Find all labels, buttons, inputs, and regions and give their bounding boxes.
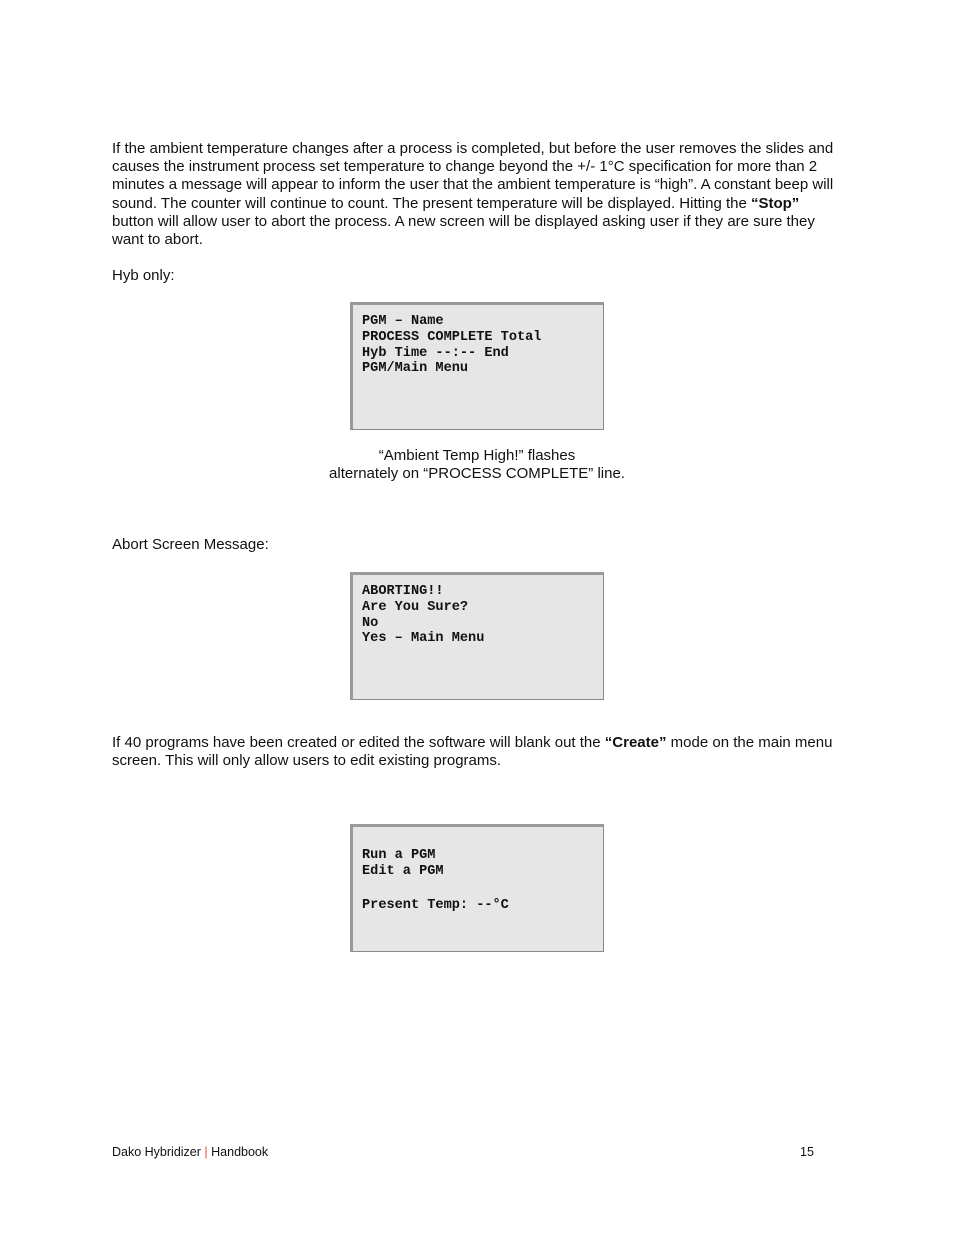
- footer-brand: Dako Hybridizer: [112, 1145, 201, 1159]
- screen-line: Run a PGM: [362, 848, 436, 863]
- footer-separator: |: [204, 1145, 208, 1159]
- screen-line: Edit a PGM: [362, 863, 444, 879]
- create-paragraph: [112, 734, 842, 770]
- abort-screen-label: Abort Screen Message:: [112, 536, 269, 553]
- screen-line: Yes – Main Menu: [362, 631, 485, 647]
- intro-text-1: If the ambient temperature changes after a process is completed, but before the user removes the slides and causes the instrument process set temperature to change beyond the +/- 1°C specification for more than 2 minutes a message will appear to inform the user that the ambient temperature is “high”. A constant beep will sound. The counter will continue to count. The present temperature will be displayed. Hitting the: [112, 140, 834, 212]
- intro-paragraph: [112, 140, 842, 249]
- create-keyword: “Create”: [604, 734, 667, 751]
- screen-line: PGM – Name: [362, 314, 444, 329]
- create-text-2: mode on the main menu screen. This will only allow users to edit existing programs.: [112, 734, 833, 770]
- screen-line: ABORTING!!: [362, 584, 444, 599]
- screen-line: No: [362, 615, 379, 631]
- hyb-complete-screen: [350, 302, 604, 430]
- ambient-caption: [0, 447, 954, 483]
- hyb-only-label: Hyb only:: [112, 267, 175, 284]
- caption-line-2: alternately on “PROCESS COMPLETE” line.: [329, 465, 625, 482]
- screen-line: Hyb Time --:-- End: [362, 345, 509, 361]
- main-menu-screen: [350, 824, 604, 952]
- screen-line: Present Temp: --°C: [362, 897, 509, 913]
- screen-line: PROCESS COMPLETE Total: [362, 329, 542, 345]
- footer-handbook: Handbook: [211, 1145, 269, 1159]
- create-text-1: If 40 programs have been created or edited the software will blank out the: [112, 734, 605, 751]
- footer-title: [112, 1145, 268, 1160]
- screen-line: Are You Sure?: [362, 599, 469, 615]
- abort-screen: [350, 572, 604, 700]
- intro-text-2: button will allow user to abort the process. A new screen will be displayed asking user if they are sure they want to abort.: [112, 212, 815, 249]
- caption-line-1: “Ambient Temp High!” flashes: [378, 447, 576, 464]
- stop-keyword: “Stop”: [750, 194, 800, 212]
- screen-line: PGM/Main Menu: [362, 361, 469, 377]
- page-number: 15: [800, 1145, 814, 1159]
